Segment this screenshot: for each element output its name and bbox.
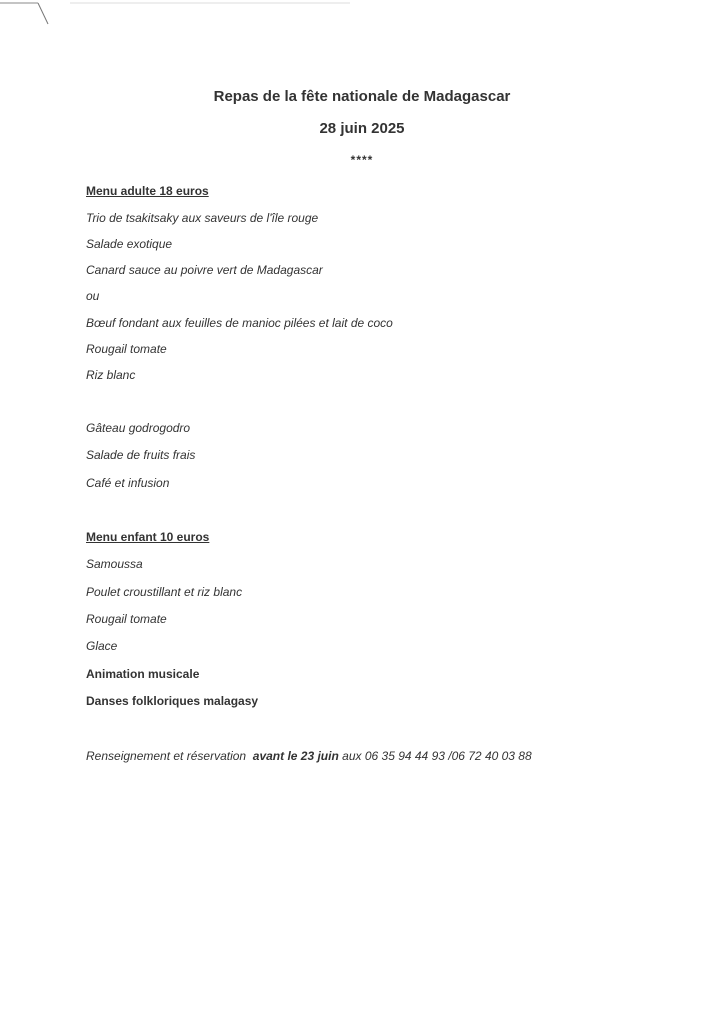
reservation-contact: aux 06 35 94 44 93 /06 72 40 03 88 (342, 749, 532, 763)
adult-menu-heading: Menu adulte 18 euros (86, 184, 209, 198)
extra-animation: Animation musicale (86, 667, 200, 681)
menu-item: Trio de tsakitsaky aux saveurs de l'île rouge (86, 211, 319, 225)
menu-item: Riz blanc (86, 368, 136, 382)
reservation-info (86, 749, 532, 763)
dessert-item: Gâteau godrogodro (86, 421, 191, 435)
menu-item: Bœuf fondant aux feuilles de manioc pilées et lait de coco (86, 316, 393, 330)
document-title: Repas de la fête nationale de Madagascar (213, 88, 511, 105)
event-date: 28 juin 2025 (319, 120, 405, 137)
dessert-item: Café et infusion (86, 476, 170, 490)
menu-item: Rougail tomate (86, 342, 167, 356)
extra-dances: Danses folkloriques malagasy (86, 694, 259, 708)
dessert-item: Salade de fruits frais (86, 448, 196, 462)
separator-stars: **** (350, 153, 374, 167)
child-menu-heading: Menu enfant 10 euros (86, 530, 210, 544)
reservation-deadline: avant le 23 juin (252, 749, 339, 763)
menu-item-or: ou (86, 289, 100, 303)
child-menu-item: Rougail tomate (86, 612, 167, 626)
child-menu-item: Samoussa (86, 557, 143, 571)
reservation-prefix: Renseignement et réservation (86, 749, 247, 763)
menu-item: Canard sauce au poivre vert de Madagascar (86, 263, 323, 277)
child-menu-item: Glace (86, 639, 118, 653)
menu-item: Salade exotique (86, 237, 173, 251)
child-menu-item: Poulet croustillant et riz blanc (86, 585, 243, 599)
